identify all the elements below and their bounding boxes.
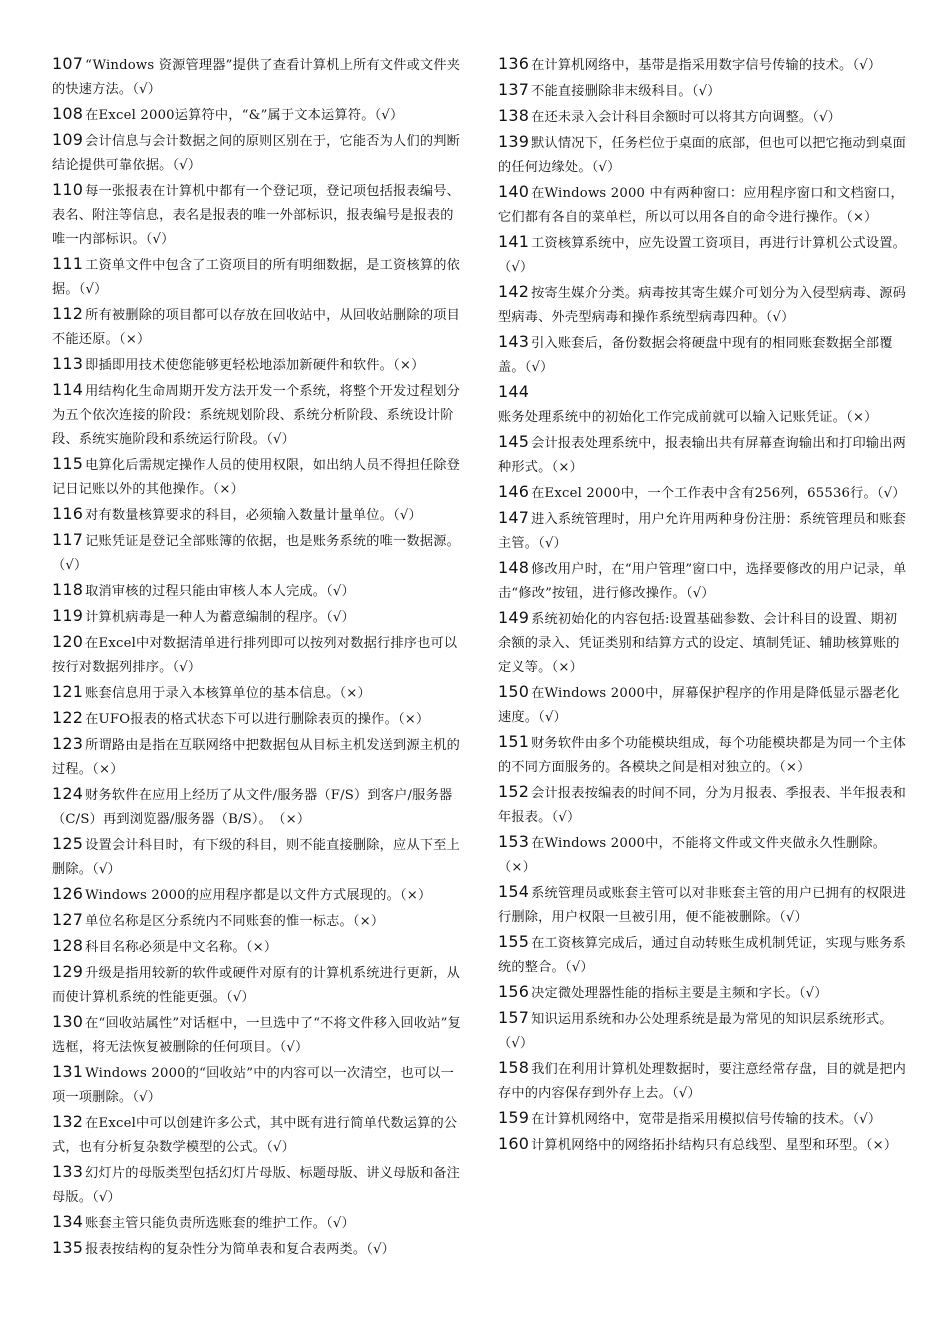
question-text: 默认情况下，任务栏位于桌面的底部，但也可以把它拖动到桌面的任何边缘处。（√）: [498, 136, 906, 175]
question-number: 149: [498, 608, 530, 627]
question-item: [498, 880, 908, 930]
question-text: 工资核算系统中，应先设置工资项目，再进行计算机公式设置。（√）: [498, 236, 906, 275]
question-number: 147: [498, 508, 530, 527]
question-number: 143: [498, 332, 530, 351]
question-number: 107: [52, 54, 84, 73]
question-number: 135: [52, 1238, 84, 1257]
question-number: 159: [498, 1108, 530, 1127]
question-number: 109: [52, 130, 84, 149]
question-text: 在Windows 2000中，屏幕保护程序的作用是降低显示器老化速度。（√）: [498, 686, 900, 725]
question-text: 不能直接删除非末级科目。（√）: [531, 84, 721, 99]
question-number: 131: [52, 1062, 84, 1081]
question-text: 单位名称是区分系统内不同账套的惟一标志。（×）: [85, 914, 385, 929]
question-text: 进入系统管理时，用户允许用两种身份注册：系统管理员和账套主管。（√）: [498, 512, 906, 551]
question-item: [52, 732, 462, 782]
question-number: 130: [52, 1012, 84, 1031]
question-number: 139: [498, 132, 530, 151]
question-number: 155: [498, 932, 530, 951]
question-number: 116: [52, 504, 84, 523]
question-text: 决定微处理器性能的指标主要是主频和字长。（√）: [531, 986, 828, 1001]
left-column: [52, 52, 462, 1262]
question-number: 141: [498, 232, 530, 251]
question-text: 用结构化生命周期开发方法开发一个系统，将整个开发过程划分为五个依次连接的阶段：系统规划阶段、系统分析阶段、系统设计阶段、系统实施阶段和系统运行阶段。（√）: [52, 384, 460, 447]
question-item: [498, 980, 908, 1006]
question-item: [498, 104, 908, 130]
question-item: [52, 832, 462, 882]
question-item: [498, 680, 908, 730]
question-item: [498, 130, 908, 180]
right-column: [498, 52, 908, 1158]
question-number: 110: [52, 180, 84, 199]
question-text: 财务软件在应用上经历了从文件/服务器（F/S）到客户/服务器（C/S）再到浏览器/服务器（B/S）。 （×）: [52, 788, 453, 827]
question-text: 每一张报表在计算机中都有一个登记项，登记项包括报表编号、表名、附注等信息，表名是报表的唯一外部标识，报表编号是报表的唯一内部标识。（√）: [52, 184, 460, 247]
question-number: 157: [498, 1008, 530, 1027]
question-text: 在Windows 2000 中有两种窗口：应用程序窗口和文档窗口，它们都有各自的菜单栏，所以可以用各自的命令进行操作。（×）: [498, 186, 904, 225]
question-item: [52, 378, 462, 452]
question-item: [498, 780, 908, 830]
question-number: 152: [498, 782, 530, 801]
question-number: 118: [52, 580, 84, 599]
question-item: [52, 302, 462, 352]
question-text: 在计算机网络中，宽带是指采用模拟信号传输的技术。（√）: [531, 1112, 882, 1127]
question-number: 115: [52, 454, 84, 473]
question-text: 在Excel中可以创建许多公式，其中既有进行简单代数运算的公式，也有分析复杂数学模型的公式。（√）: [52, 1116, 458, 1155]
question-text: 升级是指用较新的软件或硬件对原有的计算机系统进行更新，从而使计算机系统的性能更强。（√）: [52, 966, 460, 1005]
question-text: 设置会计科目时，有下级的科目，则不能直接删除，应从下至上删除。（√）: [52, 838, 460, 877]
question-item: [498, 1006, 908, 1056]
question-text: 记账凭证是登记全部账簿的依据，也是账务系统的唯一数据源。（√）: [52, 534, 460, 573]
question-number: 132: [52, 1112, 84, 1131]
question-number: 134: [52, 1212, 84, 1231]
question-text: “Windows 资源管理器”提供了查看计算机上所有文件或文件夹的快速方法。（√）: [52, 58, 461, 97]
question-item: [498, 380, 908, 430]
question-text: 系统初始化的内容包括:设置基础参数、会计科目的设置、期初余额的录入、凭证类别和结算方式的设定、填制凭证、辅助核算账的定义等。（×）: [498, 612, 900, 675]
question-number: 144: [498, 382, 530, 401]
question-item: [52, 706, 462, 732]
question-text: 在“回收站属性”对话框中，一旦选中了“不将文件移入回收站”复选框，将无法恢复被删除的任何项目。（√）: [52, 1016, 461, 1055]
question-item: [52, 102, 462, 128]
question-text: 系统管理员或账套主管可以对非账套主管的用户已拥有的权限进行删除，用户权限一旦被引用，便不能被删除。（√）: [498, 886, 906, 925]
question-item: [52, 1236, 462, 1262]
question-item: [498, 830, 908, 880]
question-text: 所谓路由是指在互联网络中把数据包从目标主机发送到源主机的过程。（×）: [52, 738, 460, 777]
question-number: 158: [498, 1058, 530, 1077]
question-item: [498, 52, 908, 78]
question-item: [498, 280, 908, 330]
question-text: 账套主管只能负责所选账套的维护工作。（√）: [85, 1216, 355, 1231]
question-number: 145: [498, 432, 530, 451]
question-item: [52, 252, 462, 302]
question-item: [52, 452, 462, 502]
question-text: 幻灯片的母版类型包括幻灯片母版、标题母版、讲义母版和备注母版。（√）: [52, 1166, 460, 1205]
question-number: 137: [498, 80, 530, 99]
question-text: 对有数量核算要求的科目，必须输入数量计量单位。（√）: [85, 508, 422, 523]
question-item: [52, 782, 462, 832]
question-text: 在Excel中对数据清单进行排列即可以按列对数据行排序也可以按行对数据列排序。（√）: [52, 636, 458, 675]
question-number: 154: [498, 882, 530, 901]
question-text: 会计报表处理系统中，报表输出共有屏幕查询输出和打印输出两种形式。（×）: [498, 436, 906, 475]
question-text: 科目名称必须是中文名称。（×）: [85, 940, 278, 955]
question-item: [52, 52, 462, 102]
question-item: [498, 556, 908, 606]
question-number: 140: [498, 182, 530, 201]
question-text: 按寄生媒介分类。病毒按其寄生媒介可划分为入侵型病毒、源码型病毒、外壳型病毒和操作系统型病毒四种。（√）: [498, 286, 906, 325]
question-text: 账务处理系统中的初始化工作完成前就可以输入记账凭证。（×）: [498, 410, 878, 425]
question-item: [52, 1060, 462, 1110]
question-number: 133: [52, 1162, 84, 1181]
question-text: 修改用户时，在“用户管理”窗口中，选择要修改的用户记录，单击“修改”按钮，进行修改操作。（√）: [498, 562, 907, 601]
question-item: [498, 730, 908, 780]
question-number: 125: [52, 834, 84, 853]
question-number: 113: [52, 354, 84, 373]
question-text: 取消审核的过程只能由审核人本人完成。（√）: [85, 584, 355, 599]
question-item: [52, 908, 462, 934]
question-text: 会计信息与会计数据之间的原则区别在于，它能否为人们的判断结论提供可靠依据。（√）: [52, 134, 460, 173]
question-item: [498, 1132, 908, 1158]
question-text: 会计报表按编表的时间不同，分为月报表、季报表、半年报表和年报表。（√）: [498, 786, 906, 825]
question-item: [52, 630, 462, 680]
question-text: 在Excel 2000中，一个工作表中含有256列，65536行。（√）: [531, 486, 906, 501]
question-text: 知识运用系统和办公处理系统是最为常见的知识层系统形式。（√）: [498, 1012, 893, 1051]
question-text: 计算机网络中的网络拓扑结构只有总线型、星型和环型。（×）: [531, 1138, 898, 1153]
question-item: [52, 1210, 462, 1236]
question-item: [52, 528, 462, 578]
question-item: [498, 78, 908, 104]
question-text: 电算化后需规定操作人员的使用权限，如出纳人员不得担任除登记日记账以外的其他操作。（×）: [52, 458, 460, 497]
question-number: 128: [52, 936, 84, 955]
question-text: 财务软件由多个功能模块组成，每个功能模块都是为同一个主体的不同方面服务的。各模块之间是相对独立的。（×）: [498, 736, 906, 775]
question-number: 112: [52, 304, 84, 323]
question-item: [498, 430, 908, 480]
question-item: [498, 506, 908, 556]
question-item: [498, 480, 908, 506]
question-number: 146: [498, 482, 530, 501]
question-item: [52, 578, 462, 604]
question-number: 124: [52, 784, 84, 803]
question-item: [52, 352, 462, 378]
question-number: 153: [498, 832, 530, 851]
question-item: [52, 128, 462, 178]
question-item: [498, 1056, 908, 1106]
question-item: [498, 330, 908, 380]
question-item: [52, 178, 462, 252]
question-item: [498, 930, 908, 980]
question-text: 我们在利用计算机处理数据时，要注意经常存盘，目的就是把内存中的内容保存到外存上去。（√）: [498, 1062, 906, 1101]
question-number: 108: [52, 104, 84, 123]
question-text: 报表按结构的复杂性分为简单表和复合表两类。（√）: [85, 1242, 396, 1257]
question-number: 148: [498, 558, 530, 577]
question-item: [52, 1160, 462, 1210]
question-item: [52, 502, 462, 528]
question-text: 引入账套后，备份数据会将硬盘中现有的相同账套数据全部覆盖。（√）: [498, 336, 893, 375]
question-item: [52, 604, 462, 630]
question-number: 160: [498, 1134, 530, 1153]
question-item: [52, 1010, 462, 1060]
question-item: [52, 882, 462, 908]
question-number: 142: [498, 282, 530, 301]
question-number: 117: [52, 530, 84, 549]
question-item: [52, 680, 462, 706]
question-number: 136: [498, 54, 530, 73]
question-text: 在计算机网络中，基带是指采用数字信号传输的技术。（√）: [531, 58, 882, 73]
question-text: 在还未录入会计科目余额时可以将其方向调整。（√）: [531, 110, 842, 125]
question-item: [52, 934, 462, 960]
question-item: [498, 606, 908, 680]
question-number: 129: [52, 962, 84, 981]
question-number: 126: [52, 884, 84, 903]
question-number: 156: [498, 982, 530, 1001]
question-item: [498, 180, 908, 230]
question-number: 123: [52, 734, 84, 753]
question-number: 119: [52, 606, 84, 625]
question-number: 111: [52, 254, 84, 273]
question-number: 150: [498, 682, 530, 701]
question-number: 122: [52, 708, 84, 727]
question-text: 在UFO报表的格式状态下可以进行删除表页的操作。（×）: [85, 712, 430, 727]
question-item: [52, 960, 462, 1010]
question-item: [498, 230, 908, 280]
question-text: Windows 2000的“回收站”中的内容可以一次清空，也可以一项一项删除。（√）: [52, 1066, 455, 1105]
question-text: 在Windows 2000中，不能将文件或文件夹做永久性删除。（×）: [498, 836, 887, 875]
question-text: 计算机病毒是一种人为蓄意编制的程序。（√）: [85, 610, 355, 625]
question-text: Windows 2000的应用程序都是以文件方式展现的。（×）: [85, 888, 432, 903]
question-number: 127: [52, 910, 84, 929]
question-text: 在Excel 2000运算符中，“&”属于文本运算符。（√）: [85, 108, 404, 123]
question-number: 151: [498, 732, 530, 751]
question-number: 121: [52, 682, 84, 701]
question-item: [498, 1106, 908, 1132]
question-text: 即插即用技术使您能够更轻松地添加新硬件和软件。（×）: [85, 358, 425, 373]
question-text: 工资单文件中包含了工资项目的所有明细数据，是工资核算的依据。（√）: [52, 258, 460, 297]
question-text: 所有被删除的项目都可以存放在回收站中，从回收站删除的项目不能还原。（×）: [52, 308, 460, 347]
question-number: 114: [52, 380, 84, 399]
question-number: 120: [52, 632, 84, 651]
question-number: 138: [498, 106, 530, 125]
question-text: 在工资核算完成后，通过自动转账生成机制凭证，实现与账务系统的整合。（√）: [498, 936, 906, 975]
question-item: [52, 1110, 462, 1160]
question-text: 账套信息用于录入本核算单位的基本信息。（×）: [85, 686, 371, 701]
